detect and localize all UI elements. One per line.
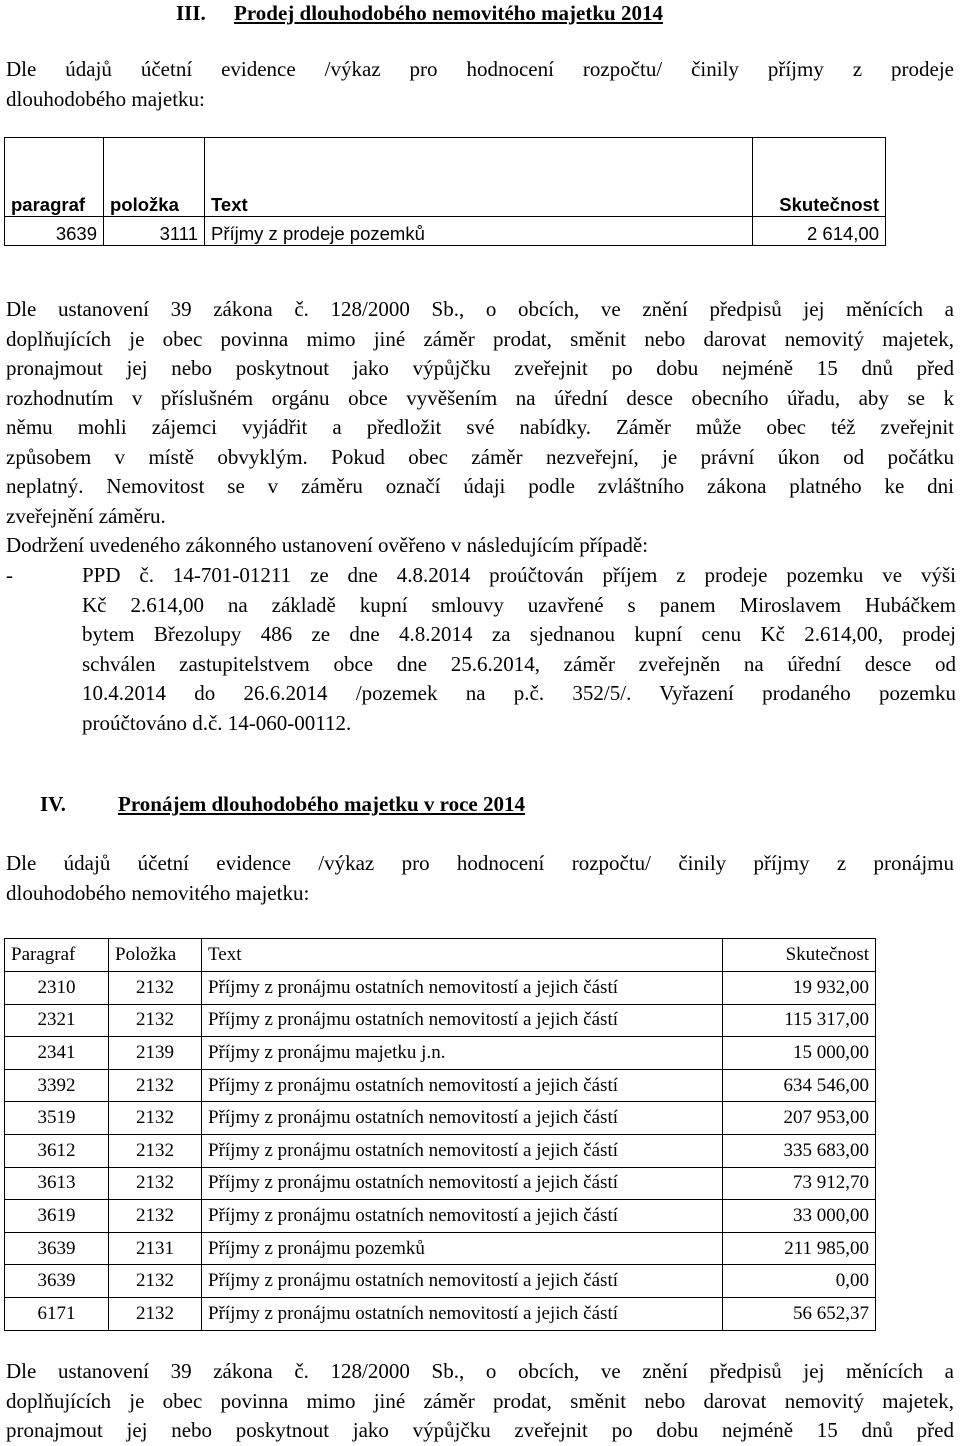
text-line: rozhodnutím v příslušném orgánu obce vyvěšením na úřední desce obecního úřadu, aby se k [6,385,954,410]
table-spacer-row [5,138,886,191]
text-line: Dle ustanovení 39 zákona č. 128/2000 Sb., o obcích, ve znění předpisů jej měnících a [6,297,954,321]
paragraf-cell: 3612 [5,1134,109,1167]
paragraf-cell: 3392 [5,1069,109,1102]
text-line: schválen zastupitelstvem obce dne 25.6.2014, záměr zveřejněn na úřední desce od [82,651,956,676]
paragraf-cell: 2321 [5,1004,109,1037]
column-header: Položka [109,939,202,972]
section-4-intro [6,849,954,908]
text-line: způsobem v místě obvyklým. Pokud obec záměr nezveřejní, je právní úkon od počátku [6,444,954,469]
table-row [5,1297,876,1330]
paragraf-cell: 6171 [5,1297,109,1330]
section-3-title: Prodej dlouhodobého nemovitého majetku 2014 [234,1,663,25]
text-line: Dle ustanovení 39 zákona č. 128/2000 Sb., o obcích, ve znění předpisů jej měnících a [6,1359,954,1383]
text-line: zveřejnění záměru. [6,503,166,528]
skutecnost-cell: 207 953,00 [723,1102,876,1135]
rental-table [4,938,876,1331]
verification-list [6,561,956,741]
column-header: položka [104,190,205,217]
section-3-number: III. [176,1,206,25]
skutecnost-cell: 0,00 [723,1265,876,1298]
column-header: Text [205,190,753,217]
table-row [5,1102,876,1135]
paragraf-cell: 3619 [5,1200,109,1233]
text-cell: Příjmy z pronájmu ostatních nemovitostí a jejich částí [202,1200,723,1233]
paragraf-cell: 2310 [5,972,109,1005]
table-header-row [5,190,886,217]
text-cell: Příjmy z pronájmu majetku j.n. [202,1037,723,1070]
paragraf-cell: 3639 [5,1265,109,1298]
table-header-row [5,939,876,972]
polozka-cell: 2132 [109,1200,202,1233]
compliance-line: Dodržení uvedeného zákonného ustanovení ověřeno v následujícím případě: [6,533,649,557]
paragraf-cell: 2341 [5,1037,109,1070]
polozka-cell: 2132 [109,1102,202,1135]
text-line: doplňujících je obec povinna mimo jiné záměr prodat, směnit nebo darovat nemovitý majetek, [6,326,954,351]
section-3-heading [176,1,663,26]
skutecnost-cell: 335 683,00 [723,1134,876,1167]
polozka-cell: 2132 [109,1004,202,1037]
table-cell: Příjmy z prodeje pozemků [205,217,753,246]
section-4-title: Pronájem dlouhodobého majetku v roce 2014 [118,792,525,816]
text-cell: Příjmy z pronájmu pozemků [202,1232,723,1265]
column-header: Paragraf [5,939,109,972]
section-4-heading [40,792,525,817]
text-line: PPD č. 14-701-01211 ze dne 4.8.2014 proúčtován příjem z prodeje pozemku ve výši [82,563,956,587]
column-header: paragraf [5,190,104,217]
list-item [82,561,956,738]
list-bullet: - [6,563,13,587]
text-line: doplňujících je obec povinna mimo jiné záměr prodat, směnit nebo darovat nemovitý majetek, [6,1388,954,1413]
table-row [5,1167,876,1200]
text-line: bytem Březolupy 486 ze dne 4.8.2014 za sjednanou kupní cenu Kč 2.614,00, prodej [82,622,956,646]
skutecnost-cell: 33 000,00 [723,1200,876,1233]
text-cell: Příjmy z pronájmu ostatních nemovitostí a jejich částí [202,1297,723,1330]
text-cell: Příjmy z pronájmu ostatních nemovitostí a jejich částí [202,1134,723,1167]
skutecnost-cell: 211 985,00 [723,1232,876,1265]
table-row [5,972,876,1005]
section-4-intro-line-1: Dle údajů účetní evidence /výkaz pro hodnocení rozpočtu/ činily příjmy z pronájmu [6,851,954,875]
table-row [5,1232,876,1265]
table-row [5,1134,876,1167]
polozka-cell: 2139 [109,1037,202,1070]
section-4-law-paragraph [6,1357,954,1446]
table-cell: 3639 [5,217,104,246]
polozka-cell: 2132 [109,1297,202,1330]
text-line: 10.4.2014 do 26.6.2014 /pozemek na p.č. 352/5/. Vyřazení prodaného pozemku [82,681,956,705]
section-3-intro-line-2: dlouhodobého majetku: [6,86,205,111]
text-line: proúčtováno d.č. 14-060-00112. [82,710,352,735]
column-header: Skutečnost [753,190,886,217]
text-cell: Příjmy z pronájmu ostatních nemovitostí a jejich částí [202,1069,723,1102]
skutecnost-cell: 115 317,00 [723,1004,876,1037]
table-row [5,1069,876,1102]
skutecnost-cell: 634 546,00 [723,1069,876,1102]
section-3-intro [6,55,954,114]
rental-table-body [5,939,876,1331]
skutecnost-cell: 56 652,37 [723,1297,876,1330]
table-row [5,1004,876,1037]
table-cell: 2 614,00 [753,217,886,246]
section-4-intro-line-2: dlouhodobého nemovitého majetku: [6,880,310,905]
polozka-cell: 2132 [109,1167,202,1200]
text-line: němu mohli zájemci vyjádřit a předložit své nabídky. Záměr může obec též zveřejnit [6,415,954,439]
text-cell: Příjmy z pronájmu ostatních nemovitostí a jejich částí [202,1167,723,1200]
text-cell: Příjmy z pronájmu ostatních nemovitostí a jejich částí [202,1265,723,1298]
text-line: neplatný. Nemovitost se v záměru označí údaji podle zvláštního zákona platného ke dni [6,474,954,498]
table-row [5,1265,876,1298]
section-4-number: IV. [40,792,66,816]
table-row [5,217,886,246]
text-line: pronajmout jej nebo poskytnout jako výpůjčku zveřejnit po dobu nejméně 15 dnů před [6,356,954,380]
column-header: Skutečnost [723,939,876,972]
section-3-intro-line-1: Dle údajů účetní evidence /výkaz pro hodnocení rozpočtu/ činily příjmy z prodeje [6,57,954,81]
section-3-law-paragraph [6,295,954,561]
table-row [5,1037,876,1070]
skutecnost-cell: 15 000,00 [723,1037,876,1070]
text-cell: Příjmy z pronájmu ostatních nemovitostí a jejich částí [202,1102,723,1135]
text-cell: Příjmy z pronájmu ostatních nemovitostí a jejich částí [202,1004,723,1037]
table-row [5,1200,876,1233]
skutecnost-cell: 19 932,00 [723,972,876,1005]
table-cell: 3111 [104,217,205,246]
text-line: pronajmout jej nebo poskytnout jako výpůjčku zveřejnit po dobu nejméně 15 dnů před [6,1418,954,1442]
column-header: Text [202,939,723,972]
paragraf-cell: 3519 [5,1102,109,1135]
polozka-cell: 2132 [109,972,202,1005]
paragraf-cell: 3613 [5,1167,109,1200]
paragraf-cell: 3639 [5,1232,109,1265]
skutecnost-cell: 73 912,70 [723,1167,876,1200]
polozka-cell: 2132 [109,1265,202,1298]
polozka-cell: 2132 [109,1069,202,1102]
polozka-cell: 2132 [109,1134,202,1167]
sale-table [4,137,886,246]
polozka-cell: 2131 [109,1232,202,1265]
text-line: Kč 2.614,00 na základě kupní smlouvy uzavřené s panem Miroslavem Hubáčkem [82,592,956,617]
text-cell: Příjmy z pronájmu ostatních nemovitostí a jejich částí [202,972,723,1005]
